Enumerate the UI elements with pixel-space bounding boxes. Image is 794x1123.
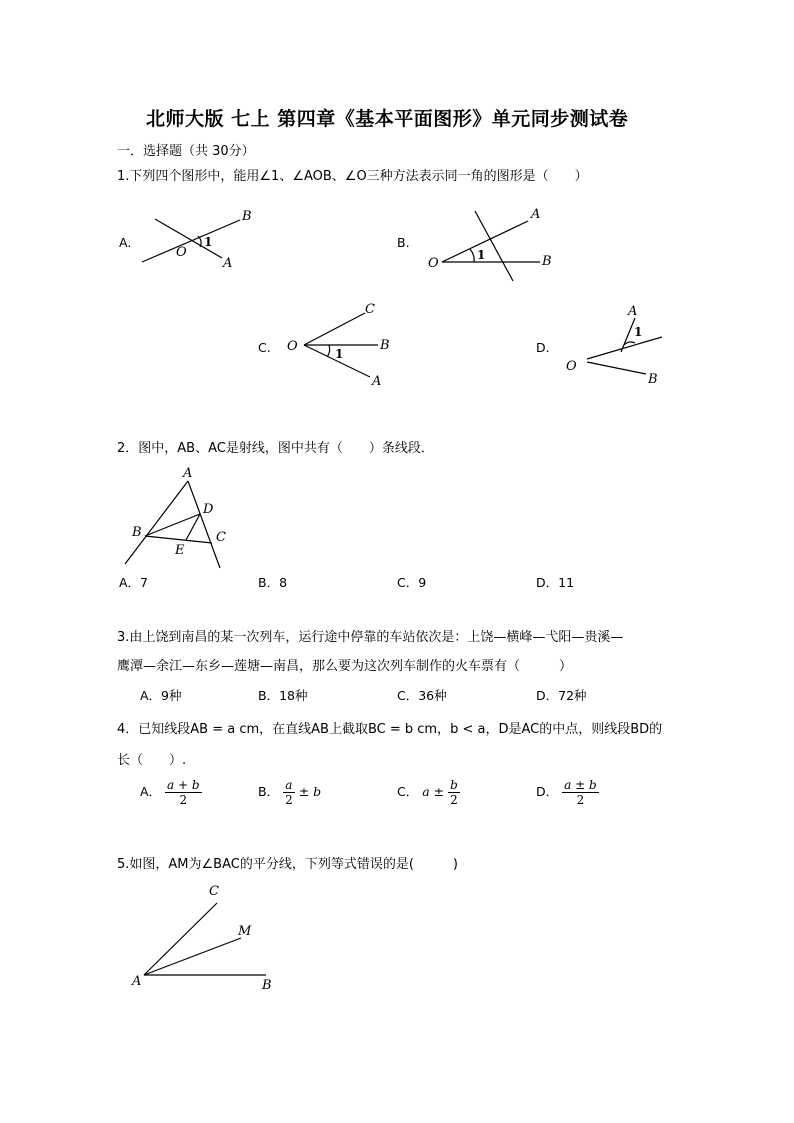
q4-option-c-denominator: 2 [450, 793, 458, 807]
q1d-label-1: 1 [634, 325, 643, 339]
q1a-label-1: 1 [204, 235, 213, 249]
q5-label-a: A [132, 974, 142, 989]
q4-option-a-label: A． [140, 784, 162, 799]
q1b-label-a: A [531, 207, 541, 222]
q1c-label-o: O [287, 339, 298, 354]
q1c-label-b: B [380, 338, 390, 353]
q1b-label-o: O [428, 256, 439, 271]
q4-option-d-denominator: 2 [576, 793, 585, 807]
q2-label-a: A [183, 466, 193, 481]
q3-option-b: B．18种 [258, 688, 308, 703]
q1-option-a-label: A. [119, 235, 132, 250]
q4-option-c-label: C． [397, 784, 419, 799]
q4-option-c-head: a ± [422, 784, 445, 799]
question-5-stem: 5.如图，AM为∠BAC的平分线，下列等式错误的是( ) [117, 857, 458, 872]
q2-option-d: D．11 [536, 575, 575, 590]
q1-option-d-label: D. [536, 340, 550, 355]
question-4-line-1: 4．已知线段AB = a cm，在直线AB上截取BC = b cm，b < a，D是AC的中点，则线段BD的 [117, 722, 663, 737]
q2-label-d: D [203, 502, 214, 517]
q1-option-b-label: B. [397, 235, 410, 250]
question-3-line-1: 3.由上饶到南昌的某一次列车，运行途中停靠的车站依次是：上饶—横峰—弋阳—贵溪— [117, 630, 624, 645]
q5-label-c: C [209, 884, 219, 899]
q4-option-a-numerator: a + b [167, 778, 200, 792]
q5-label-b: B [262, 978, 272, 993]
q1c-label-1: 1 [335, 347, 344, 361]
q4-option-b-label: B． [258, 784, 280, 799]
question-4-line-2: 长（ ）. [117, 753, 187, 768]
q3-option-d: D．72种 [536, 688, 587, 703]
q2-option-b: B．8 [258, 575, 288, 590]
q1b-label-b: B [542, 254, 552, 269]
q2-label-b: B [132, 525, 142, 540]
q1a-label-b: B [242, 209, 252, 224]
q4-option-d-numerator: a ± b [564, 778, 597, 792]
q2-label-c: C [216, 530, 226, 545]
q1b-label-1: 1 [477, 248, 486, 262]
q1a-label-o: O [176, 245, 187, 260]
page-title: 北师大版 七上 第四章《基本平面图形》单元同步测试卷 [146, 108, 629, 130]
q2-option-c: C．9 [397, 575, 427, 590]
q4-option-b-numerator: a [283, 778, 295, 793]
q2-label-e: E [175, 543, 185, 558]
q1-option-c-label: C. [258, 340, 271, 355]
q4-option-d-label: D． [536, 784, 559, 799]
q1c-label-a: A [372, 374, 382, 389]
q4-option-b-denominator: 2 [285, 793, 293, 807]
question-3-line-2: 鹰潭—余江—东乡—莲塘—南昌，那么要为这次列车制作的火车票有（ ） [117, 659, 573, 674]
q1d-label-o: O [566, 359, 577, 374]
q1d-label-b: B [648, 372, 658, 387]
q4-option-a-denominator: 2 [179, 793, 188, 807]
q1c-label-c: C [365, 302, 375, 317]
question-1-stem: 1.下列四个图形中，能用∠1、∠AOB、∠O三种方法表示同一角的图形是（ ） [117, 169, 588, 184]
q3-option-a: A．9种 [140, 688, 182, 703]
q2-option-a: A．7 [119, 575, 149, 590]
q4-option-b-tail: ± b [298, 784, 322, 799]
q3-option-c: C．36种 [397, 688, 447, 703]
q4-option-c-numerator: b [450, 778, 458, 792]
q5-label-m: M [238, 924, 252, 939]
q1d-label-a: A [628, 304, 638, 319]
section-heading: 一．选择题（共 30分） [117, 144, 255, 159]
q1a-label-a: A [223, 256, 233, 271]
question-2-stem: 2．图中，AB、AC是射线，图中共有（ ）条线段． [117, 441, 434, 456]
